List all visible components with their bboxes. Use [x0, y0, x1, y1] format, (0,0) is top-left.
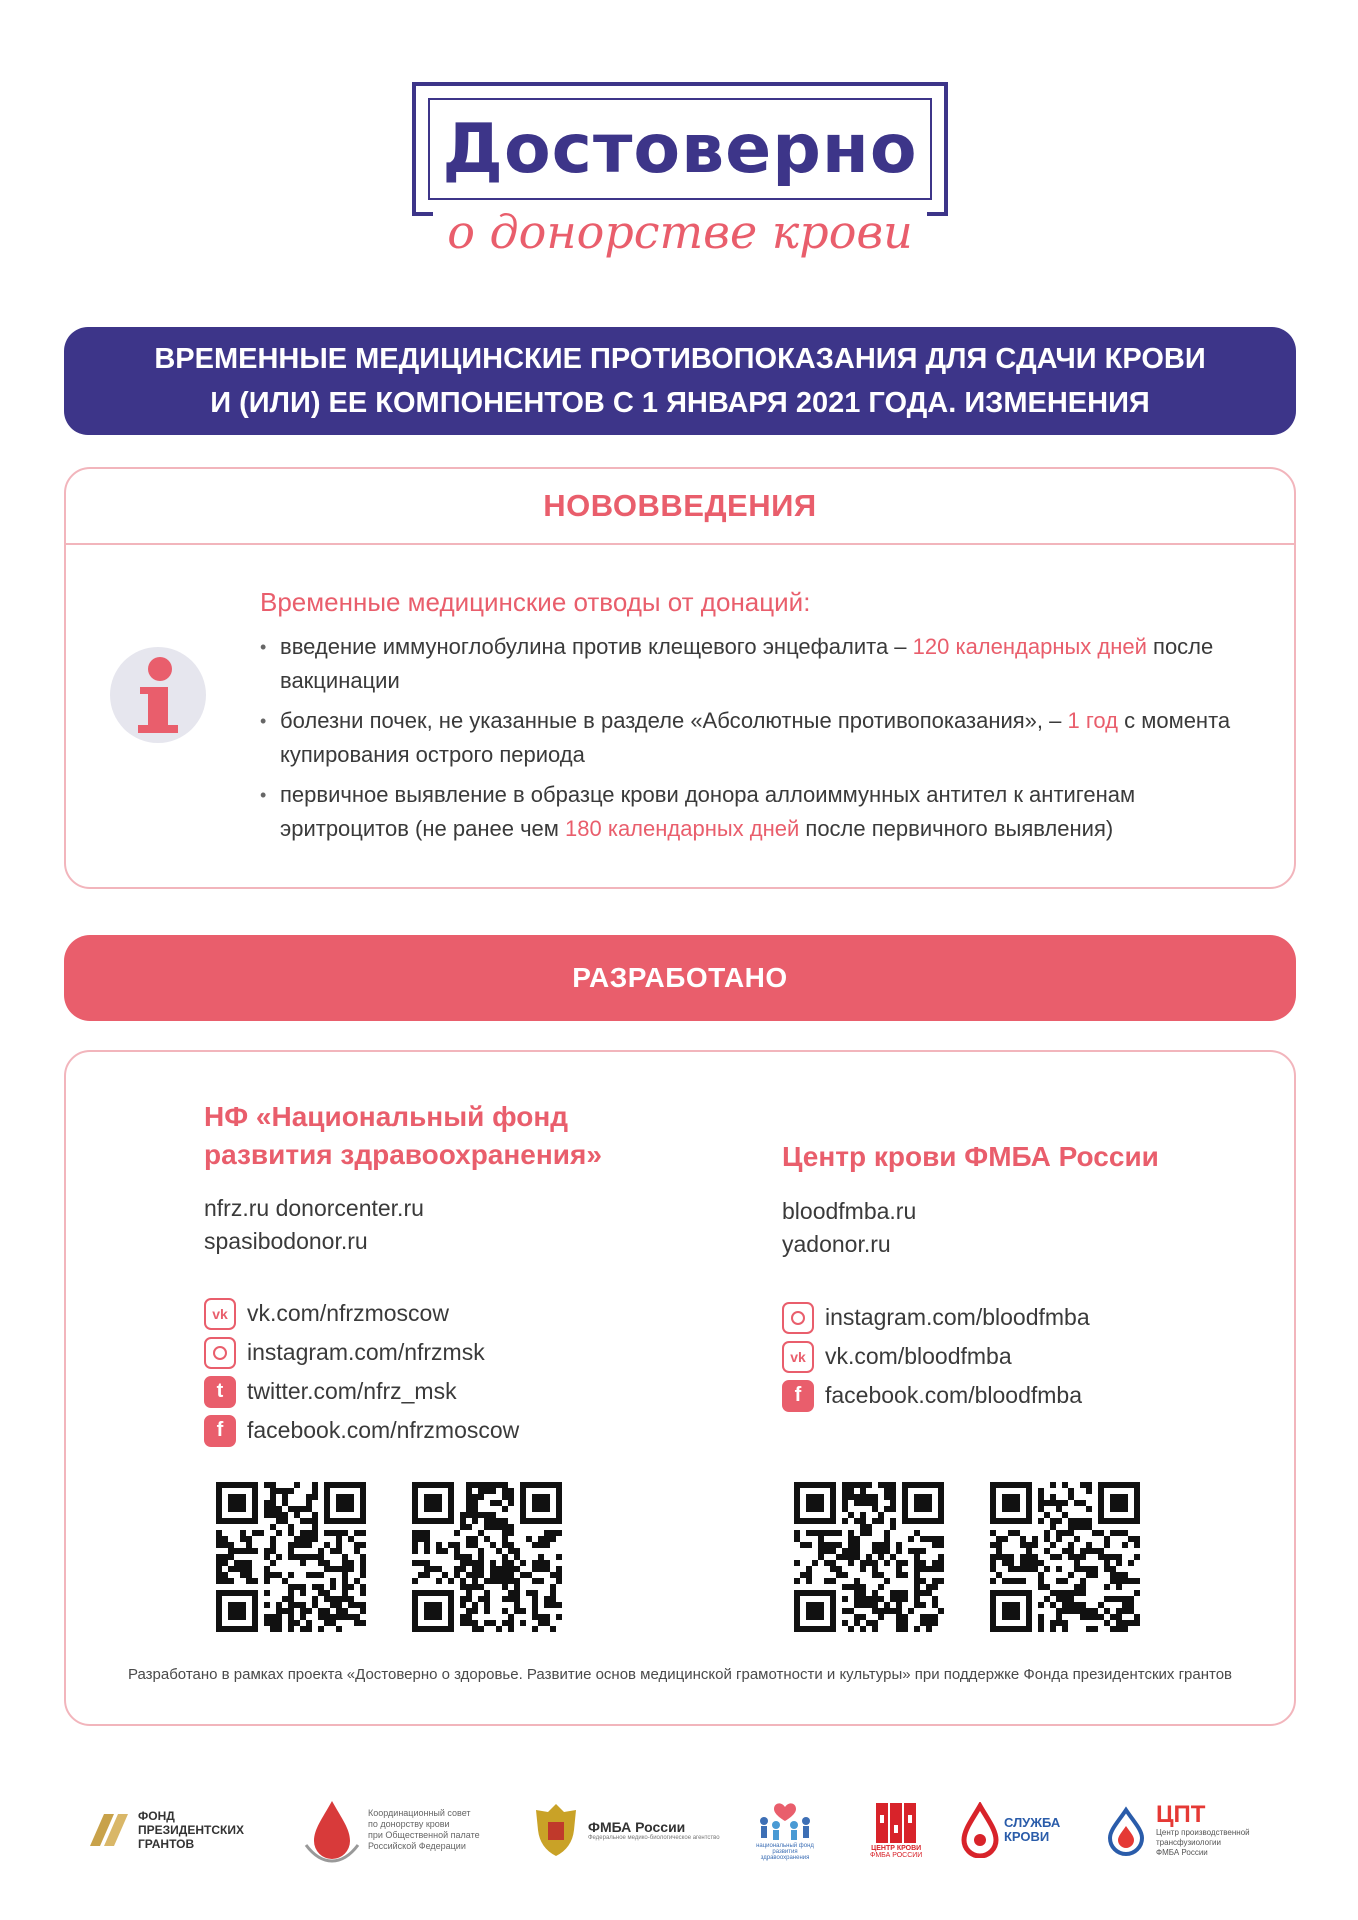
org-name-line: НФ «Национальный фонд — [204, 1101, 569, 1132]
partner-fpg — [84, 1790, 244, 1870]
site-link[interactable]: nfrz.ru donorcenter.ru — [204, 1195, 424, 1221]
item-text: введение иммуноглобулина против клещевого энцефалита – — [280, 634, 913, 659]
item-highlight: 180 календарных дней — [565, 816, 800, 841]
qr-code[interactable] — [216, 1482, 366, 1632]
partner-blood-center — [870, 1790, 922, 1870]
logo-subtitle-text: о донорстве крови — [433, 205, 927, 259]
developed-banner: РАЗРАБОТАНО — [64, 935, 1296, 1021]
item-highlight: 120 календарных дней — [912, 634, 1147, 659]
site-link[interactable]: spasibodonor.ru — [204, 1228, 368, 1254]
list-item — [260, 630, 1270, 698]
instagram-icon — [782, 1302, 814, 1334]
list-item — [260, 704, 1270, 772]
list-item — [260, 778, 1270, 846]
innovations-content — [260, 587, 1270, 852]
social-label[interactable]: facebook.com/bloodfmba — [825, 1382, 1082, 1408]
cpt-logo-icon — [1100, 1804, 1152, 1856]
info-icon — [110, 647, 206, 743]
innovations-subheading: Временные медицинские отводы от донаций: — [260, 587, 811, 617]
social-label[interactable]: vk.com/nfrzmoscow — [247, 1300, 449, 1326]
qr-code[interactable] — [412, 1482, 562, 1632]
qr-code[interactable] — [990, 1482, 1140, 1632]
item-highlight: 1 год — [1067, 708, 1118, 733]
item-text: после первичного выявления) — [799, 816, 1114, 841]
vk-icon: vk — [782, 1341, 814, 1373]
org-name-fmba: Центр крови ФМБА России — [782, 1141, 1159, 1172]
fmba-emblem-icon — [530, 1800, 582, 1860]
item-text: после вакцинации — [280, 634, 1214, 693]
site-link[interactable]: bloodfmba.ru — [782, 1198, 917, 1224]
innovations-heading: НОВОВВЕДЕНИЯ — [66, 469, 1294, 545]
contacts-panel — [64, 1050, 1296, 1726]
site-link[interactable]: yadonor.ru — [782, 1231, 891, 1257]
partner-text: по донорству крови — [368, 1819, 450, 1829]
partner-text: трансфузиологии — [1156, 1838, 1221, 1847]
social-link-facebook[interactable] — [204, 1411, 519, 1450]
item-text: с момента купирования острого периода — [280, 708, 1231, 767]
vk-icon: vk — [204, 1298, 236, 1330]
twitter-icon: t — [204, 1376, 236, 1408]
partner-text: ФОНД — [138, 1809, 175, 1823]
partner-text: КРОВИ — [1004, 1829, 1050, 1844]
logo-frame — [412, 82, 948, 216]
partner-text: Российской Федерации — [368, 1841, 466, 1851]
social-label[interactable]: twitter.com/nfrz_msk — [247, 1378, 457, 1404]
partner-text: Координационный совет — [368, 1808, 471, 1818]
partner-text: при Общественной палате — [368, 1830, 480, 1840]
partner-text: Федеральное медико-биологическое агентство — [588, 1835, 720, 1841]
social-label[interactable]: instagram.com/nfrzmsk — [247, 1339, 485, 1365]
innovations-panel — [64, 467, 1296, 889]
partner-text: ГРАНТОВ — [138, 1837, 195, 1851]
fpg-logo-icon — [84, 1806, 132, 1854]
partner-blood-service — [960, 1790, 1060, 1870]
partner-council — [302, 1790, 480, 1870]
blood-center-logo-icon — [874, 1801, 918, 1845]
partner-text: ФМБА России — [588, 1819, 686, 1835]
title-banner — [64, 327, 1296, 435]
partner-text: Центр производственной — [1156, 1828, 1250, 1837]
partner-text: СЛУЖБА — [1004, 1815, 1061, 1830]
org-name-line: развития здравоохранения» — [204, 1139, 602, 1170]
social-link-instagram[interactable] — [204, 1333, 519, 1372]
partner-text: ЦЕНТР КРОВИ — [871, 1845, 922, 1852]
sites-fmba — [782, 1195, 916, 1261]
item-text: болезни почек, не указанные в разделе «Абсолютные противопоказания», – — [280, 708, 1068, 733]
facebook-icon: f — [782, 1380, 814, 1412]
logo-title: Достоверно — [442, 109, 918, 189]
social-label[interactable]: vk.com/bloodfmba — [825, 1343, 1012, 1369]
partner-nfrz — [750, 1790, 820, 1870]
partner-text: национальный фонд развития здравоохранения — [756, 1843, 814, 1861]
social-label[interactable]: instagram.com/bloodfmba — [825, 1304, 1090, 1330]
partner-text: ФМБА России — [1156, 1848, 1208, 1857]
blood-drop-hands-icon — [302, 1795, 362, 1865]
instagram-icon — [204, 1337, 236, 1369]
socials-nfrz — [204, 1294, 519, 1450]
social-link-instagram[interactable] — [782, 1298, 1090, 1337]
partner-text: ЦПТ — [1156, 1801, 1206, 1828]
people-heart-icon — [750, 1799, 820, 1843]
innovations-list — [260, 630, 1270, 846]
partner-text: ФМБА РОССИИ — [870, 1852, 923, 1859]
partner-text: ПРЕЗИДЕНТСКИХ — [138, 1823, 244, 1837]
title-line-2: И (ИЛИ) ЕЕ КОМПОНЕНТОВ С 1 ЯНВАРЯ 2021 ГОДА. ИЗМЕНЕНИЯ — [210, 387, 1150, 419]
title-line-1: ВРЕМЕННЫЕ МЕДИЦИНСКИЕ ПРОТИВОПОКАЗАНИЯ ДЛЯ СДАЧИ КРОВИ — [154, 343, 1206, 375]
social-link-vk[interactable] — [204, 1294, 519, 1333]
qr-code[interactable] — [794, 1482, 944, 1632]
partner-cpt — [1100, 1790, 1250, 1870]
social-link-facebook[interactable] — [782, 1376, 1090, 1415]
item-text: первичное выявление в образце крови донора аллоиммунных антител к антигенам эритроцитов (не ранее чем — [280, 782, 1136, 841]
partner-fmba — [530, 1790, 720, 1870]
social-link-vk[interactable] — [782, 1337, 1090, 1376]
social-link-twitter[interactable] — [204, 1372, 519, 1411]
facebook-icon: f — [204, 1415, 236, 1447]
blood-service-logo-icon — [960, 1802, 1000, 1858]
footnote: Разработано в рамках проекта «Достоверно о здоровье. Развитие основ медицинской грамотности и культуры» при поддержке Фонда президентских грантов — [127, 1666, 1233, 1683]
sites-nfrz — [204, 1192, 424, 1258]
social-label[interactable]: facebook.com/nfrzmoscow — [247, 1417, 520, 1443]
socials-fmba — [782, 1298, 1090, 1415]
logo-inner-frame — [428, 98, 932, 200]
logo-subtitle — [412, 205, 948, 259]
org-name-nfrz — [204, 1098, 602, 1174]
